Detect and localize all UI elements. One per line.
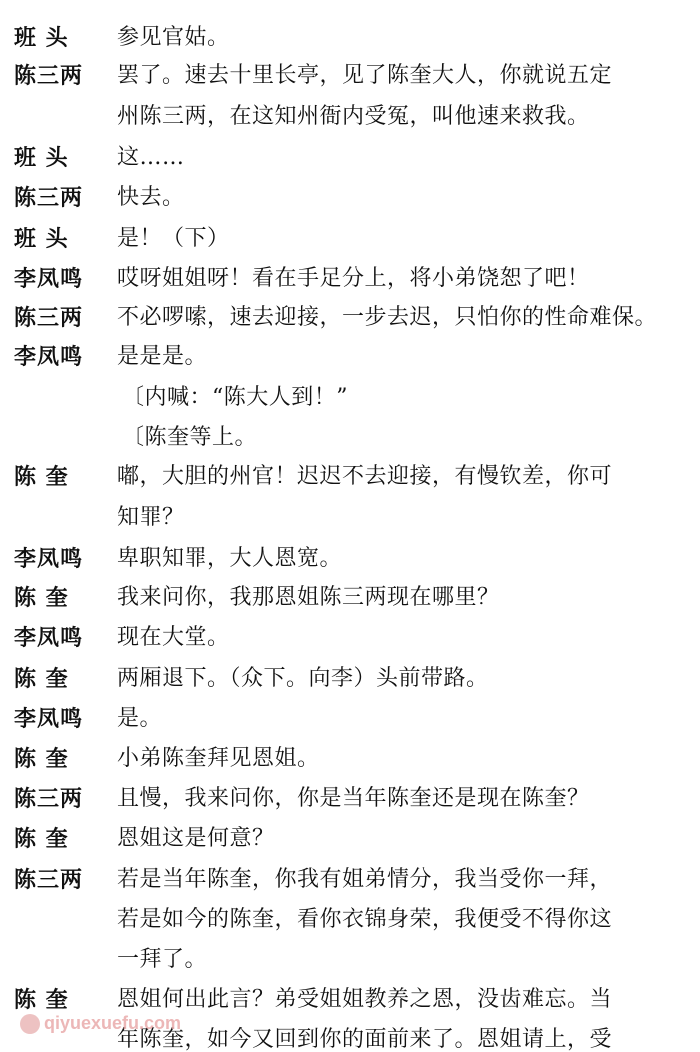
speaker-name: 陈三两: [14, 305, 84, 331]
speaker-name: 陈 奎: [14, 987, 69, 1013]
speaker-name: 李凤鸣: [14, 625, 84, 651]
dialogue-continuation: 知罪？: [117, 505, 185, 530]
speaker-name: 班 头: [14, 226, 69, 252]
dialogue-line: [0, 298, 700, 338]
dialogue-text: 快去。: [117, 185, 185, 210]
dialogue-text: 参见官姑。: [117, 25, 230, 50]
dialogue-text: 罢了。速去十里长亭，见了陈奎大人，你就说五定: [117, 63, 613, 88]
dialogue-line: [0, 819, 700, 859]
dialogue-line: [0, 138, 700, 178]
stage-direction: 〔陈奎等上。: [122, 425, 258, 450]
dialogue-text: 是！（下）: [117, 226, 230, 251]
dialogue-line: [0, 498, 700, 538]
dialogue-line: [0, 97, 700, 137]
dialogue-line: [0, 337, 700, 377]
speaker-name: 陈三两: [14, 867, 84, 893]
speaker-name: 班 头: [14, 145, 69, 171]
speaker-name: 班 头: [14, 25, 69, 51]
dialogue-text: 是。: [117, 706, 163, 731]
speaker-name: 李凤鸣: [14, 344, 84, 370]
dialogue-line: [0, 457, 700, 497]
dialogue-line: [0, 418, 700, 458]
speaker-name: 陈 奎: [14, 666, 69, 692]
dialogue-line: [0, 779, 700, 819]
dialogue-continuation: 州陈三两，在这知州衙内受冤，叫他速来救我。: [117, 104, 590, 129]
dialogue-line: [0, 539, 700, 579]
dialogue-line: [0, 699, 700, 739]
dialogue-continuation: 若是如今的陈奎，看你衣锦身荣，我便受不得你这: [117, 907, 613, 932]
dialogue-text: 卑职知罪，大人恩宽。: [117, 546, 343, 571]
speaker-name: 陈 奎: [14, 746, 69, 772]
speaker-name: 陈三两: [14, 63, 84, 89]
speaker-name: 李凤鸣: [14, 266, 84, 292]
dialogue-continuation: 年陈奎，如今又回到你的面前来了。恩姐请上，受: [117, 1027, 613, 1052]
speaker-name: 陈三两: [14, 786, 84, 812]
dialogue-text: 是是是。: [117, 344, 208, 369]
site-watermark: [20, 1006, 181, 1040]
speaker-name: 陈 奎: [14, 464, 69, 490]
dialogue-text: 恩姐这是何意？: [117, 826, 275, 851]
speaker-name: 李凤鸣: [14, 706, 84, 732]
watermark-logo-icon: [20, 1014, 40, 1034]
dialogue-line: [0, 659, 700, 699]
speaker-name: 陈 奎: [14, 826, 69, 852]
dialogue-text: 不必啰嗦，速去迎接，一步去迟，只怕你的性命难保。: [117, 305, 658, 330]
dialogue-line: [0, 860, 700, 900]
dialogue-line: [0, 578, 700, 618]
dialogue-line: [0, 900, 700, 940]
dialogue-continuation: 一拜了。: [117, 947, 208, 972]
dialogue-line: [0, 219, 700, 259]
dialogue-text: 嘟，大胆的州官！迟迟不去迎接，有慢钦差，你可: [117, 464, 613, 489]
dialogue-text: 恩姐何出此言？弟受姐姐教养之恩，没齿难忘。当: [117, 987, 613, 1012]
dialogue-text: 两厢退下。（众下。向李）头前带路。: [117, 666, 489, 691]
speaker-name: 李凤鸣: [14, 546, 84, 572]
dialogue-text: 我来问你，我那恩姐陈三两现在哪里？: [117, 585, 500, 610]
dialogue-text: 且慢，我来问你，你是当年陈奎还是现在陈奎？: [117, 786, 590, 811]
dialogue-line: [0, 178, 700, 218]
dialogue-line: [0, 56, 700, 96]
watermark-text: qiyuexuefu.com: [44, 1013, 182, 1033]
dialogue-line: [0, 739, 700, 779]
stage-direction: 〔内喊：“陈大人到！”: [122, 385, 348, 410]
dialogue-line: [0, 378, 700, 418]
dialogue-line: [0, 259, 700, 299]
speaker-name: 陈 奎: [14, 585, 69, 611]
dialogue-line: [0, 940, 700, 980]
dialogue-line: [0, 18, 700, 58]
dialogue-text: 这……: [117, 145, 185, 170]
dialogue-text: 哎呀姐姐呀！看在手足分上，将小弟饶恕了吧！: [117, 266, 590, 291]
dialogue-text: 若是当年陈奎，你我有姐弟情分，我当受你一拜，: [117, 867, 613, 892]
dialogue-text: 小弟陈奎拜见恩姐。: [117, 746, 320, 771]
dialogue-line: [0, 618, 700, 658]
speaker-name: 陈三两: [14, 185, 84, 211]
dialogue-text: 现在大堂。: [117, 625, 230, 650]
